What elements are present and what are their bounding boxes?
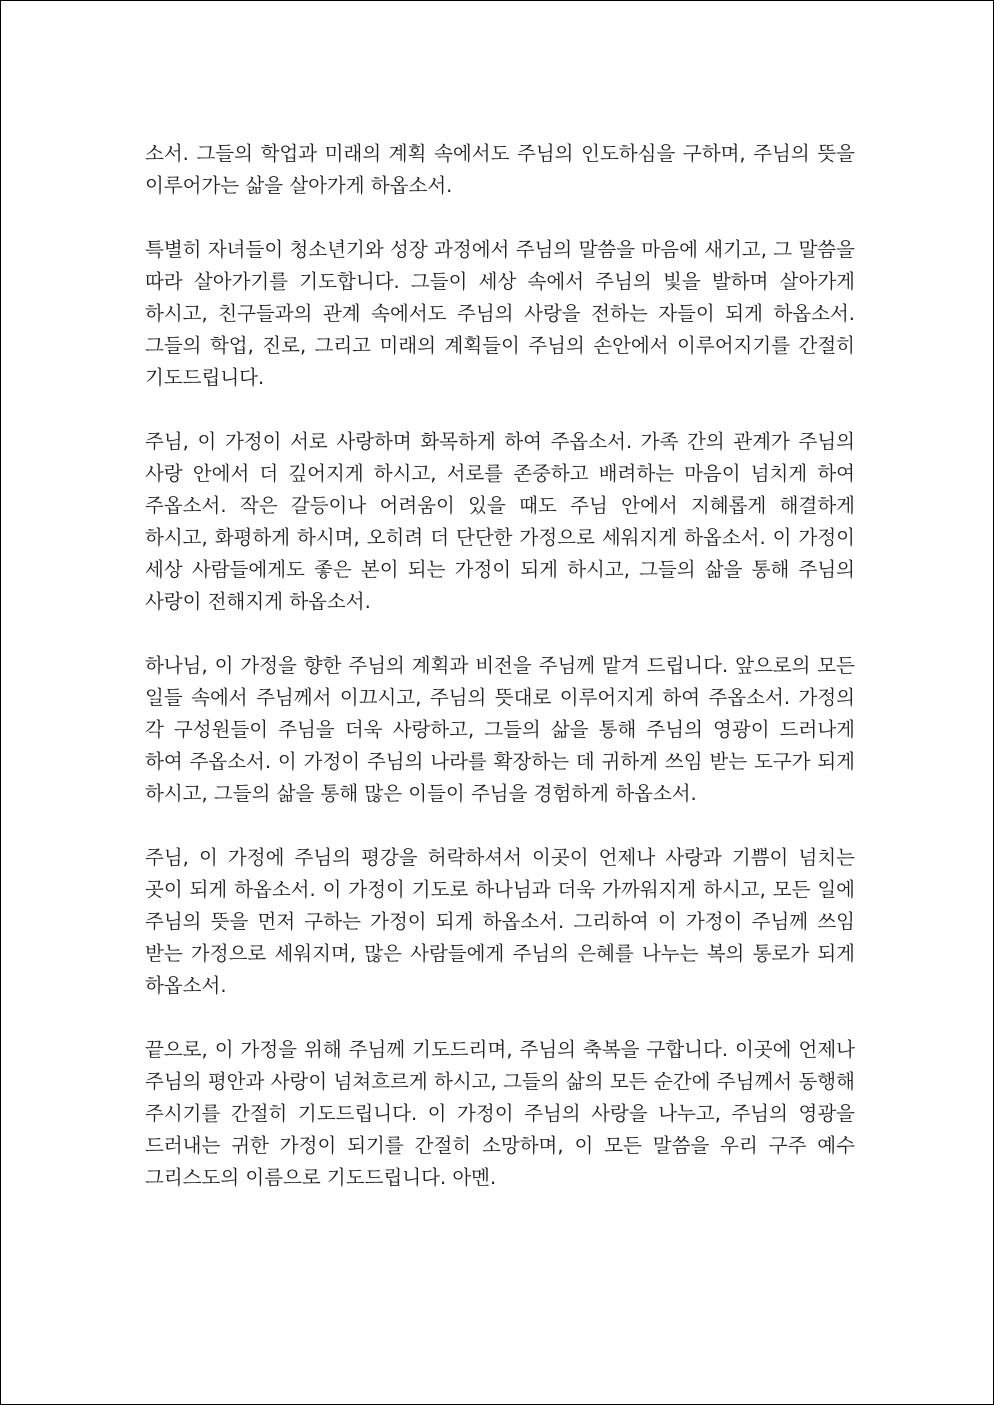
paragraph-3: 주님, 이 가정이 서로 사랑하며 화목하게 하여 주옵소서. 가족 간의 관계가 주님의 사랑 안에서 더 깊어지게 하시고, 서로를 존중하고 배려하는 마음이 넘치게 하여 주옵소서. 작은 갈등이나 어려움이 있을 때도 주님 안에서 지혜롭게 해결하게 하시고, 화평하게 하시며, 오히려 더 단단한 가정으로 세워지게 하옵소서. 이 가정이 세상 사람들에게도 좋은 본이 되는 가정이 되게 하시고, 그들의 삶을 통해 주님의 사랑이 전해지게 하옵소서. — [145, 430, 855, 613]
paragraph-2: 특별히 자녀들이 청소년기와 성장 과정에서 주님의 말씀을 마음에 새기고, 그 말씀을 따라 살아가기를 기도합니다. 그들이 세상 속에서 주님의 빛을 발하며 살아가게 하시고, 친구들과의 관계 속에서도 주님의 사랑을 전하는 자들이 되게 하옵소서. 그들의 학업, 진로, 그리고 미래의 계획들이 주님의 손안에서 이루어지기를 간절히 기도드립니다. — [145, 238, 855, 389]
paragraph-4: 하나님, 이 가정을 향한 주님의 계획과 비전을 주님께 맡겨 드립니다. 앞으로의 모든 일들 속에서 주님께서 이끄시고, 주님의 뜻대로 이루어지게 하여 주옵소서. 가정의 각 구성원들이 주님을 더욱 사랑하고, 그들의 삶을 통해 주님의 영광이 드러나게 하여 주옵소서. 이 가정이 주님의 나라를 확장하는 데 귀하게 쓰임 받는 도구가 되게 하시고, 그들의 삶을 통해 많은 이들이 주님을 경험하게 하옵소서. — [145, 654, 855, 805]
prayer-text-body — [145, 138, 855, 1194]
paragraph-1: 소서. 그들의 학업과 미래의 계획 속에서도 주님의 인도하심을 구하며, 주님의 뜻을 이루어가는 삶을 살아가게 하옵소서. — [145, 142, 855, 197]
paragraph-5: 주님, 이 가정에 주님의 평강을 허락하셔서 이곳이 언제나 사랑과 기쁨이 넘치는 곳이 되게 하옵소서. 이 가정이 기도로 하나님과 더욱 가까워지게 하시고, 모든 일에 주님의 뜻을 먼저 구하는 가정이 되게 하옵소서. 그리하여 이 가정이 주님께 쓰임 받는 가정으로 세워지며, 많은 사람들에게 주님의 은혜를 나누는 복의 통로가 되게 하옵소서. — [145, 846, 855, 997]
paragraph-6: 끝으로, 이 가정을 위해 주님께 기도드리며, 주님의 축복을 구합니다. 이곳에 언제나 주님의 평안과 사랑이 넘쳐흐르게 하시고, 그들의 삶의 모든 순간에 주님께서 동행해 주시기를 간절히 기도드립니다. 이 가정이 주님의 사랑을 나누고, 주님의 영광을 드러내는 귀한 가정이 되기를 간절히 소망하며, 이 모든 말씀을 우리 구주 예수 그리스도의 이름으로 기도드립니다. 아멘. — [145, 1038, 855, 1189]
